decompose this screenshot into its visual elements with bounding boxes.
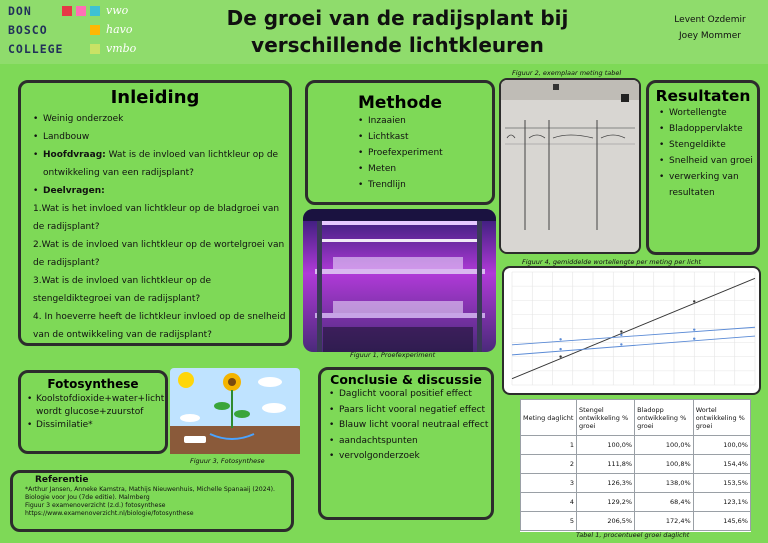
data-point <box>620 330 622 332</box>
data-point <box>693 328 695 330</box>
table-cell: 68,4% <box>635 493 694 512</box>
table-cell: 206,5% <box>577 512 635 531</box>
table-cell: 5 <box>521 512 577 531</box>
methode-panel <box>305 80 495 205</box>
resultaten-item: • Snelheid van groei <box>659 153 757 169</box>
fig1-caption: Figuur 1, Proefexperiment <box>350 351 436 359</box>
lightbox-image <box>303 209 496 352</box>
table-cell: 153,5% <box>693 474 750 493</box>
table-header: Meting daglicht <box>521 400 577 436</box>
plant-diagram <box>170 368 300 454</box>
table-cell: 126,3% <box>577 474 635 493</box>
table-cell: 100,0% <box>693 436 750 455</box>
resultaten-list <box>659 105 757 201</box>
data-point <box>620 334 622 336</box>
table-header: Stengel ontwikkeling % groei <box>577 400 635 436</box>
deelvraag-3: 3.Wat is de invloed van lichtkleur op de stengeldiktegroei van de radijsplant? <box>33 276 212 304</box>
referentie-line-1: *Arthur Jansen, Anneke Kamstra, Mathijs Nieuwenhuis, Michelle Spanaaij (2024). Biologie voor Jou (7de editie). Malmberg <box>25 486 275 501</box>
data-point <box>559 338 561 340</box>
wortellengte-chart <box>502 266 761 395</box>
table-row <box>521 493 751 512</box>
table-cell: 129,2% <box>577 493 635 512</box>
table-row <box>521 455 751 474</box>
meting-tabel-photo <box>499 78 641 254</box>
data-point <box>559 348 561 350</box>
table-cell: 172,4% <box>635 512 694 531</box>
deelvraag-4: 4. In hoeverre heeft de lichtkleur invloed op de snelheid van de ontwikkeling van de radijsplant? <box>33 312 286 340</box>
resultaten-item: • Bladoppervlakte <box>659 121 757 137</box>
logo-sub-2: havo <box>106 23 133 36</box>
data-point <box>693 300 695 302</box>
table-cell: 1 <box>521 436 577 455</box>
logo-sub-1: vwo <box>106 4 129 17</box>
table-cell: 3 <box>521 474 577 493</box>
deelvraag-2: 2.Wat is de invloed van lichtkleur op de wortelgroei van de radijsplant? <box>33 240 285 268</box>
groei-data-table <box>520 399 751 531</box>
methode-item: • Lichtkast <box>358 129 492 145</box>
referentie-line-3: https://www.examenoverzicht.nl/biologie/fotosynthese <box>25 510 194 517</box>
fotosynthese-list <box>27 393 165 432</box>
conclusie-item: • Blauw licht vooral neutraal effect <box>329 418 491 434</box>
referentie-panel <box>10 470 294 532</box>
logo-sub-3: vmbo <box>106 42 137 55</box>
table-cell: 138,0% <box>635 474 694 493</box>
resultaten-item: • Wortellengte <box>659 105 757 121</box>
table-cell: 100,0% <box>577 436 635 455</box>
deelvraag-1: 1.Wat is het invloed van lichtkleur op de bladgroei van de radijsplant? <box>33 204 280 232</box>
conclusie-heading: Conclusie & discussie <box>330 372 482 387</box>
school-logo <box>8 4 158 60</box>
data-point <box>693 338 695 340</box>
logo-line-1: DON <box>8 4 32 18</box>
inleiding-item: • Weinig onderzoek <box>33 110 289 128</box>
table-row <box>521 436 751 455</box>
table-row <box>521 474 751 493</box>
table-cell: 2 <box>521 455 577 474</box>
table-header: Wortel ontwikkeling % groei <box>693 400 750 436</box>
logo-line-2: BOSCO <box>8 23 48 37</box>
conclusie-item: • vervolgonderzoek <box>329 449 491 465</box>
chart-svg <box>504 268 759 393</box>
inleiding-item: • Landbouw <box>33 128 289 146</box>
inleiding-panel <box>18 80 292 346</box>
poster-title: De groei van de radijsplant bij verschillende lichtkleuren <box>226 6 569 57</box>
groei-table <box>520 399 751 532</box>
methode-item: • Meten <box>358 161 492 177</box>
conclusie-panel <box>318 367 494 520</box>
deelvragen-label: • Deelvragen: <box>33 182 289 200</box>
methode-item: • Proefexperiment <box>358 145 492 161</box>
inleiding-list <box>33 110 289 344</box>
fig4-caption: Figuur 4, gemiddelde wortellengte per meting per licht <box>522 258 701 266</box>
conclusie-list <box>329 387 491 465</box>
fotosynthese-panel <box>18 370 168 454</box>
table-cell: 111,8% <box>577 455 635 474</box>
table-cell: 100,0% <box>635 436 694 455</box>
table-cell: 4 <box>521 493 577 512</box>
resultaten-item: • Stengeldikte <box>659 137 757 153</box>
notebook-image <box>501 80 639 252</box>
data-point <box>559 355 561 357</box>
table-header-row <box>521 400 751 436</box>
referentie-text <box>25 486 289 518</box>
logo-line-3: COLLEGE <box>8 42 64 56</box>
table-header: Bladopp ontwikkeling % groei <box>635 400 694 436</box>
table-cell: 145,6% <box>693 512 750 531</box>
tab1-caption: Tabel 1, procentueel groei daglicht <box>576 531 690 539</box>
header <box>0 0 768 64</box>
fig2-caption: Figuur 2, exemplaar meting tabel <box>512 69 622 77</box>
table-cell: 123,1% <box>693 493 750 512</box>
referentie-line-2: Figuur 3 examenoverzicht (z.d.) fotosynthese <box>25 502 166 509</box>
resultaten-item: • verwerking van resultaten <box>659 169 757 201</box>
author-1: Levent Ozdemir <box>674 15 746 25</box>
authors <box>660 12 760 44</box>
hoofdvraag: • Hoofdvraag: Wat is de invloed van lichtkleur op de ontwikkeling van een radijsplant? <box>33 146 289 182</box>
methode-item: • Trendlijn <box>358 177 492 193</box>
fotosynthese-item: • Dissimilatie* <box>27 419 165 432</box>
table-cell: 100,8% <box>635 455 694 474</box>
proefexperiment-photo <box>303 209 496 352</box>
methode-item: • Inzaaien <box>358 113 492 129</box>
author-2: Joey Mommer <box>679 31 741 41</box>
data-point <box>620 343 622 345</box>
referentie-heading: Referentie <box>35 475 89 485</box>
fotosynthese-illustration <box>170 368 300 454</box>
resultaten-panel <box>646 80 760 255</box>
methode-heading: Methode <box>357 93 443 113</box>
conclusie-item: • Daglicht vooral positief effect <box>329 387 491 403</box>
conclusie-item: • aandachtspunten <box>329 434 491 450</box>
fig3-caption: Figuur 3, Fotosynthese <box>190 457 265 465</box>
fotosynthese-heading: Fotosynthese <box>47 377 139 391</box>
inleiding-heading: Inleiding <box>110 87 200 108</box>
resultaten-heading: Resultaten <box>655 87 751 105</box>
table-cell: 154,4% <box>693 455 750 474</box>
table-row <box>521 512 751 531</box>
conclusie-item: • Paars licht vooral negatief effect <box>329 403 491 419</box>
methode-list <box>358 113 492 193</box>
fotosynthese-item: • Koolstofdioxide+water+licht wordt glucose+zuurstof <box>27 393 165 419</box>
